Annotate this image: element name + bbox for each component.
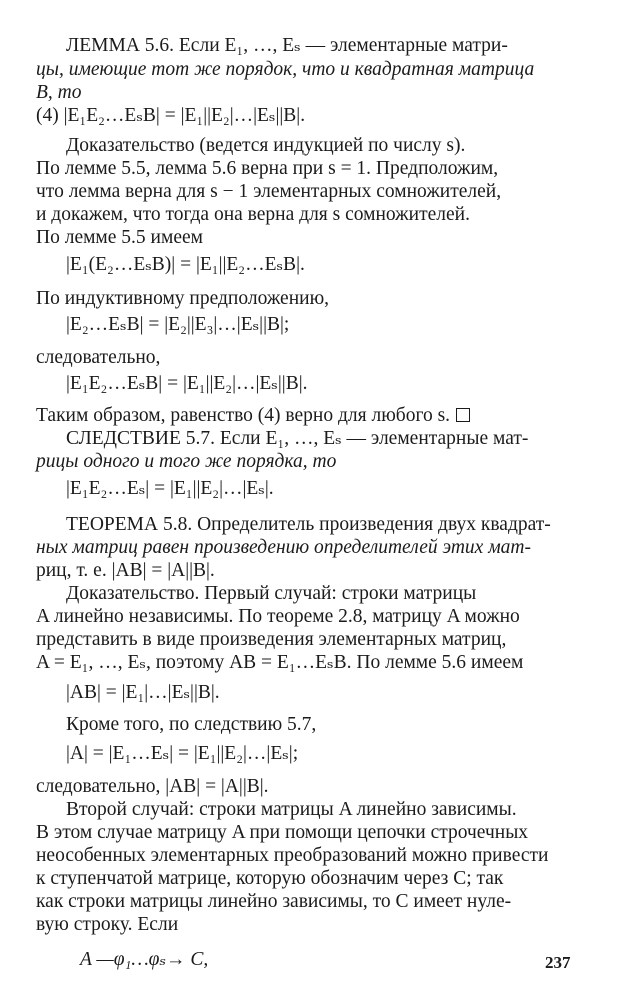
formula-corollary: |E₁E₂…Eₛ| = |E₁||E₂|…|Eₛ|. (66, 478, 274, 499)
conclusion-text: Таким образом, равенство (4) верно для любого s. (36, 405, 451, 426)
formula-result: |E₁E₂…EₛB| = |E₁||E₂|…|Eₛ||B|. (66, 373, 308, 394)
proof-5-8-line-1: Доказательство. Первый случай: строки матрицы (66, 583, 477, 604)
page-number: 237 (545, 953, 571, 972)
theorem-5-8-text-line-2: ных матриц равен произведению определителей этих мат- (36, 537, 531, 558)
first-case-conclusion: следовательно, |AB| = |A||B|. (36, 776, 269, 797)
proof-line-2: По лемме 5.5, лемма 5.6 верна при s = 1. Предположим, (36, 158, 499, 179)
qed-square-icon (456, 408, 470, 422)
formula-ab-product: |AB| = |E₁|…|Eₛ||B|. (66, 682, 220, 703)
lemma-5-6-text-line-3: B, то (36, 82, 82, 103)
induction-line: По индуктивному предположению, (36, 288, 330, 309)
proof-line-3: что лемма верна для s − 1 элементарных сомножителей, (36, 181, 502, 202)
formula-induction: |E₂…EₛB| = |E₂||E₃|…|Eₛ||B|; (66, 314, 290, 335)
formula-det-a: |A| = |E₁…Eₛ| = |E₁||E₂|…|Eₛ|; (66, 743, 299, 764)
second-case-line-3: неособенных элементарных преобразований можно привести (36, 845, 549, 866)
proof-line-1: Доказательство (ведется индукцией по числу s). (66, 135, 466, 156)
proof-line-4: и докажем, что тогда она верна для s сомножителей. (36, 204, 470, 225)
second-case-line-2: В этом случае матрицу A при помощи цепочки строчечных (36, 822, 529, 843)
corollary-reference-line: Кроме того, по следствию 5.7, (66, 714, 317, 735)
proof-5-8-line-3: представить в виде произведения элементарных матриц, (36, 629, 507, 650)
corollary-5-7-heading: СЛЕДСТВИЕ 5.7. Если E₁, …, Eₛ — элементарные мат- (66, 428, 529, 449)
consequently-line: следовательно, (36, 347, 161, 368)
proof-line-5: По лемме 5.5 имеем (36, 227, 203, 248)
conclusion-line (36, 404, 586, 428)
equation-4: (4) |E₁E₂…EₛB| = |E₁||E₂|…|Eₛ||B|. (36, 105, 306, 126)
formula-e1-product: |E₁(E₂…EₛB)| = |E₁||E₂…EₛB|. (66, 254, 305, 275)
proof-5-8-line-4: A = E₁, …, Eₛ, поэтому AB = E₁…EₛB. По лемме 5.6 имеем (36, 652, 524, 673)
lemma-5-6-heading: ЛЕММА 5.6. Если E₁, …, Eₛ — элементарные матри- (66, 35, 508, 56)
corollary-5-7-text: рицы одного и того же порядка, то (36, 451, 337, 472)
second-case-line-6: вую строку. Если (36, 914, 179, 935)
formula-transformation-chain: A —φ₁…φₛ→ C, (80, 949, 209, 970)
lemma-5-6-text-line-2: цы, имеющие тот же порядок, что и квадратная матрица (36, 59, 535, 80)
proof-5-8-line-2: A линейно независимы. По теореме 2.8, матрицу A можно (36, 606, 520, 627)
second-case-line-5: как строки матрицы линейно зависимы, то C имеет нуле- (36, 891, 512, 912)
second-case-line-1: Второй случай: строки матрицы A линейно зависимы. (66, 799, 517, 820)
theorem-5-8-heading: ТЕОРЕМА 5.8. Определитель произведения двух квадрат- (66, 514, 551, 535)
second-case-line-4: к ступенчатой матрице, которую обозначим через C; так (36, 868, 504, 889)
theorem-5-8-text-line-3: риц, т. е. |AB| = |A||B|. (36, 560, 215, 581)
